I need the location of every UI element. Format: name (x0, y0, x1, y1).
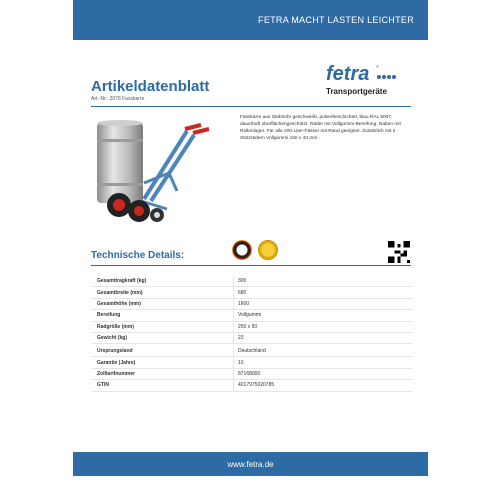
article-number: Art.-Nr.: 2078 Fasskarre (91, 96, 145, 102)
product-photo (89, 113, 229, 225)
spec-value: 250 x 60 (234, 321, 414, 332)
origin-specs-table (91, 346, 413, 392)
made-in-germany-badge (232, 240, 252, 260)
top-banner (73, 0, 428, 40)
spec-value: 680 (234, 287, 414, 298)
spec-key: Ursprungsland (91, 346, 234, 357)
table-row (91, 287, 413, 298)
spec-value: 23 (234, 332, 414, 343)
technical-specs-table (91, 276, 413, 344)
website-link[interactable]: www.fetra.de (227, 459, 274, 469)
table-row (91, 368, 413, 379)
table-row (91, 332, 413, 343)
footer-banner (73, 452, 428, 476)
spec-key: Garantie (Jahre) (91, 357, 234, 368)
spec-key: Zolltarifnummer (91, 368, 234, 379)
table-row (91, 276, 413, 287)
table-row (91, 310, 413, 321)
table-row (91, 298, 413, 309)
spec-key: Gesamtbreite (mm) (91, 287, 234, 298)
product-description: Fasskarre aus Stahlrohr geschweißt, pulverbeschichtet, blau RAL 5007, dauerhaft oberflächengeschützt. Räder mit Vollgummi-Bereifung, Naben mit Rollenlager. Für alle 200-Liter-Fässer mit Rand geeignet. Zusätzlich mit 2 Stützrädern Vollgummi 160 x 40 mm. (240, 115, 401, 141)
spec-value: 4017975020785 (234, 380, 414, 391)
spec-value: 87168000 (234, 368, 414, 379)
spec-value: 300 (234, 276, 414, 287)
spec-value: 1600 (234, 298, 414, 309)
spec-key: Gesamthöhe (mm) (91, 298, 234, 309)
table-row (91, 357, 413, 368)
spec-key: Gewicht (kg) (91, 332, 234, 343)
svg-text:fetra: fetra (326, 63, 370, 85)
spec-value: Vollgummi (234, 310, 414, 321)
table-row (91, 346, 413, 357)
spec-value: 10 (234, 357, 414, 368)
spec-key: Bereifung (91, 310, 234, 321)
spec-value: Deutschland (234, 346, 414, 357)
slogan: FETRA MACHT LASTEN LEICHTER (258, 15, 414, 25)
guarantee-badge (258, 240, 278, 260)
spec-key: Gesamttragkraft (kg) (91, 276, 234, 287)
table-row (91, 321, 413, 332)
qr-code-icon (388, 241, 410, 263)
header-divider (91, 106, 411, 107)
spec-key: GTIN (91, 380, 234, 391)
table-row (91, 380, 413, 391)
technical-details-heading: Technische Details: (91, 250, 185, 261)
page-title: Artikeldatenblatt (91, 78, 210, 95)
spec-key: Radgröße (mm) (91, 321, 234, 332)
svg-text:®: ® (376, 64, 379, 69)
brand-subtitle: Transportgeräte (326, 87, 387, 96)
technical-divider (91, 265, 411, 266)
